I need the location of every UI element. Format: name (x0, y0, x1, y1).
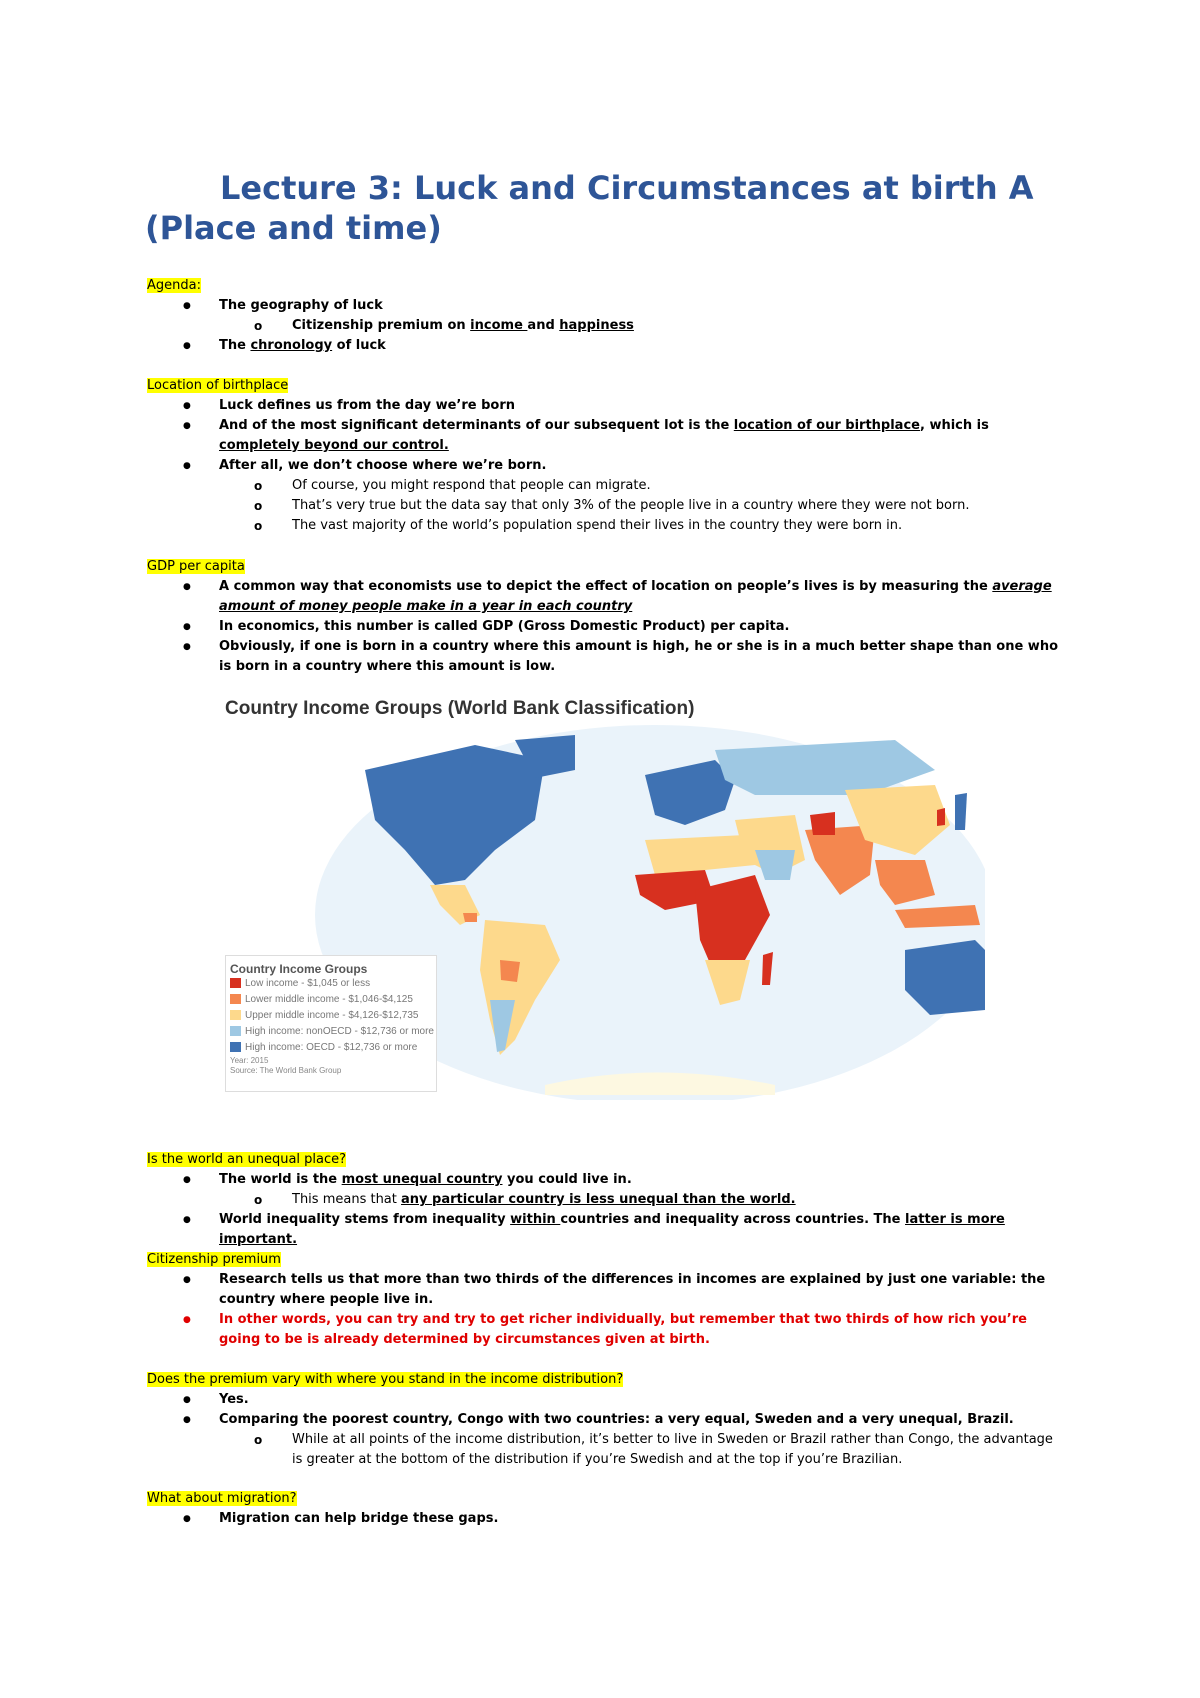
list-item: ● The geography of luck o Citizenship premium on income and happiness (147, 296, 1067, 336)
legend-item (226, 1040, 436, 1056)
migration-section (147, 1489, 1067, 1529)
list-item: o Of course, you might respond that people can migrate. (147, 476, 1067, 496)
list-item: o This means that any particular country is less unequal than the world. (147, 1190, 1067, 1210)
premium-heading: Does the premium vary with where you stand in the income distribution? (147, 1372, 624, 1387)
unequal-section (147, 1150, 1067, 1250)
agenda-section (147, 276, 1067, 356)
list-item: ● The chronology of luck (147, 336, 1067, 356)
legend-item (226, 1008, 436, 1024)
gdp-section (147, 557, 1067, 677)
legend-year: Year: 2015 (230, 1056, 269, 1065)
legend-label: Upper middle income - $4,126-$12,735 (245, 1010, 419, 1021)
legend-source: Source: The World Bank Group (230, 1066, 342, 1075)
legend-swatch (230, 1042, 241, 1052)
legend-label: High income: OECD - $12,736 or more (245, 1042, 418, 1053)
list-item: ● Obviously, if one is born in a country where this amount is high, he or she is in a much better shape than one who is born in a country where this amount is low. (147, 637, 1067, 677)
citizenship-heading: Citizenship premium (147, 1252, 281, 1267)
legend-item (226, 992, 436, 1008)
list-item: ● After all, we don’t choose where we’re born. (147, 456, 1067, 476)
list-item: ● World inequality stems from inequality within countries and inequality across countries. The latter is more important. (147, 1210, 1067, 1250)
legend-title: Country Income Groups (230, 962, 368, 976)
legend-swatch (230, 1010, 241, 1020)
region-korea (937, 808, 945, 826)
legend-item (226, 976, 436, 992)
region-afghanistan (810, 812, 835, 835)
list-item: o While at all points of the income distribution, it’s better to live in Sweden or Brazil rather than Congo, the advantage is greater at the bottom of the distribution if you’re Swedish and at the top if you’re Brazilian. (147, 1430, 1067, 1470)
list-item: ● A common way that economists use to depict the effect of location on people’s lives is by measuring the average amount of money people make in a year in each country (147, 577, 1067, 617)
premium-section (147, 1370, 1067, 1470)
legend-label: Low income - $1,045 or less (245, 978, 371, 989)
legend-swatch (230, 1026, 241, 1036)
list-item: o The vast majority of the world’s population spend their lives in the country they were born in. (147, 516, 1067, 536)
unequal-heading: Is the world an unequal place? (147, 1152, 347, 1167)
list-item: ● Research tells us that more than two thirds of the differences in incomes are explained by just one variable: the country where people live in. (147, 1270, 1067, 1310)
list-item: o That’s very true but the data say that only 3% of the people live in a country where they were not born. (147, 496, 1067, 516)
list-item: ● Migration can help bridge these gaps. (147, 1509, 1067, 1529)
legend-label: Lower middle income - $1,046-$4,125 (245, 994, 413, 1005)
page-title: Lecture 3: Luck and Circumstances at birth A (Place and time) (145, 169, 1034, 247)
list-item: ● And of the most significant determinants of our subsequent lot is the location of our birthplace, which is completely beyond our control. (147, 416, 1067, 456)
income-groups-map-figure (215, 700, 985, 1100)
list-item: ● The world is the most unequal country you could live in. (147, 1170, 1067, 1190)
region-central-america-low (463, 913, 477, 922)
region-bolivia (500, 960, 520, 982)
region-japan (955, 793, 967, 830)
list-item: ● In other words, you can try and try to get richer individually, but remember that two thirds of how rich you’re going to be is already determined by circumstances given at birth. (147, 1310, 1067, 1350)
legend-label: High income: nonOECD - $12,736 or more (245, 1026, 434, 1037)
list-item: ● In economics, this number is called GDP (Gross Domestic Product) per capita. (147, 617, 1067, 637)
agenda-heading: Agenda: (147, 278, 201, 293)
birthplace-heading: Location of birthplace (147, 378, 289, 393)
list-item: ● Luck defines us from the day we’re born (147, 396, 1067, 416)
list-item: ● Yes. (147, 1390, 1067, 1410)
birthplace-section (147, 376, 1067, 536)
map-legend (225, 955, 437, 1092)
map-title: Country Income Groups (World Bank Classification) (225, 698, 695, 719)
legend-swatch (230, 978, 241, 988)
gdp-heading: GDP per capita (147, 559, 245, 574)
list-item: ● Comparing the poorest country, Congo with two countries: a very equal, Sweden and a very unequal, Brazil. (147, 1410, 1067, 1430)
list-item: o Citizenship premium on income and happiness (147, 316, 1067, 336)
legend-item (226, 1024, 436, 1040)
migration-heading: What about migration? (147, 1491, 297, 1506)
citizenship-section (147, 1250, 1067, 1350)
legend-swatch (230, 994, 241, 1004)
